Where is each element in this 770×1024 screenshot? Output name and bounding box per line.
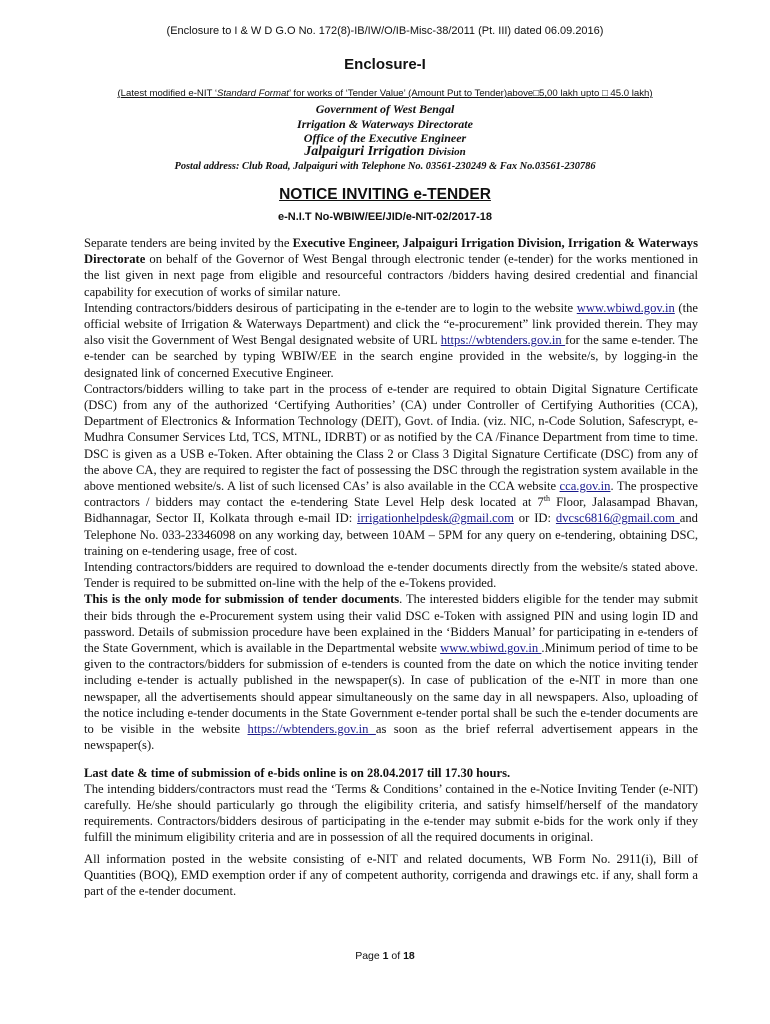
- p5-c: for submission of tender documents: [201, 592, 400, 607]
- page-total: 18: [403, 950, 415, 962]
- p2-a: Intending contractors/bidders desirous of participating in the e-tender are to login to the website: [84, 300, 577, 315]
- page-number: 1: [382, 950, 389, 962]
- deadline-text: Last date & time of submission of e-bids online is on 28.04.2017 till 17.30 hours: [84, 765, 507, 780]
- p2-c: for the same e-tender. The e-tender can be searched by typing WBIW/EE in the search engine provided in the website/s, by logging-in the designated link of concerned Executive Engineer.: [84, 333, 698, 380]
- enit-number: e-N.I.T No-WBIW/EE/JID/e-NIT-02/2017-18: [278, 211, 492, 223]
- dvcsc-email-link[interactable]: dvcsc6816@gmail.com: [555, 511, 680, 526]
- paragraph-info: All information posted in the website consisting of e-NIT and related documents, WB Form No. 2911(i), Bill of Quantities (BOQ), EMD exemption order if any of competent authority, corrigenda and drawings etc. if any, shall form a part of the e-tender document.: [84, 851, 698, 898]
- paragraph-dsc: [84, 381, 698, 559]
- office-heading: Office of the Executive Engineer: [303, 131, 467, 145]
- wbtenders-link-2[interactable]: https://wbtenders.gov.in: [247, 722, 376, 737]
- p1-c: on behalf of the Governor of West Bengal through electronic tender (e-tender) for the works mentioned in the list given in next page from eligible and resourceful contractors /bidders having desired credential and financial capability for execution of works of similar nature.: [84, 252, 698, 299]
- cca-link[interactable]: cca.gov.in: [559, 479, 611, 494]
- p5-a: This is the: [84, 592, 145, 607]
- p3-a: Contractors/bidders willing to take part in the process of e-tender are required to obtain Digital Signature Certificate (DSC) from any of the authorized ‘Certifying Authorities’ (CA) under Controller of Certifying Authorities (CCA), Department of Electronics & Information Technology (DEIT), Govt. of India. (viz. NIC, n-Code Solution, Safescrypt, e-Mudhra Consumer Services Ltd, TCS, MTNL, IDRBT) or as notified by the CA /Finance Department from time to time. DSC is given as a USB e-Token. After obtaining the Class 2 or Class 3 Digital Signature Certificate (DSC) from any of the above CA, they are required to register the fact of possessing the DSC through the registration system available in the above mentioned website/s. A list of such licensed CAs’ is also available in the CCA website: [84, 381, 698, 494]
- paragraph-download: Intending contractors/bidders are required to download the e-tender documents directly from the website/s stated above. Tender is required to be submitted on-line with the help of the e-Tokens provided.: [84, 560, 698, 591]
- latest-note-b: Standard Format: [216, 88, 289, 99]
- directorate-heading: Irrigation & Waterways Directorate: [297, 117, 473, 131]
- division-name: Jalpaiguri Irrigation: [304, 144, 425, 159]
- paragraph-intro: [84, 235, 698, 300]
- notice-body: [84, 235, 698, 899]
- p1-a: Separate tenders are being invited by the: [84, 236, 293, 250]
- enclosure-reference: (Enclosure to I & W D G.O No. 172(8)-IB/IW/O/IB-Misc-38/2011 (Pt. III) dated 06.09.2016): [166, 25, 604, 37]
- helpdesk-email-link[interactable]: irrigationhelpdesk@gmail.com: [357, 511, 514, 526]
- p3-b: . The prospective contractors / bidders may contact the e-tendering State Level Help desk located at 7: [84, 479, 698, 510]
- postal-address: Postal address: Club Road, Jalpaiguri with Telephone No. 03561-230249 & Fax No.03561-230786: [174, 161, 596, 172]
- deadline-dot: .: [506, 765, 511, 780]
- p5-f: as soon as the brief referral advertisement appears in the newspaper(s).: [84, 722, 699, 753]
- paragraph-terms: The intending bidders/contractors must read the ‘Terms & Conditions’ contained in the e-Notice Inviting Tender (e-NIT) carefully. He/she should particularly go through the eligibility criteria, and satisfy himself/herself of the mandatory requirements. Contractors/bidders desirous of participating in the e-tender may submit e-bids for the work only if they fulfill the minimum eligibility criteria and are in possession of all the required documents in original.: [84, 781, 698, 845]
- p3-e: and Telephone No. 033-23346098 on any working day, between 10AM – 5PM for any query on e-tendering, obtaining DSC, training on e-tendering usage, free of cost.: [84, 511, 698, 558]
- p5-e: .Minimum period of time to be given to the contractors/bidders for submission of e-tenders is counted from the date on which the notice inviting tender including e-tender is actually published in the newspaper(s). In case of publication of the e-NIT in more than one newspaper, all the advertisements should appear simultaneously on the same day in all newspapers. Also, uploading of the notice including e-tender documents in the State Government e-tender portal shall be such the e-tender documents are to be visible in the website: [84, 641, 698, 737]
- page-footer: [0, 950, 770, 962]
- division-heading: [0, 144, 770, 160]
- govt-heading: Government of West Bengal: [315, 102, 455, 116]
- p3-c: Floor, Jalasampad Bhavan, Bidhannagar, Sector II, Kolkata through e-mail ID:: [84, 495, 698, 526]
- wbiwd-link-2[interactable]: www.wbiwd.gov.in: [440, 641, 542, 656]
- p3-sup: th: [543, 494, 551, 504]
- paragraph-submission: [84, 591, 698, 753]
- p5-b: only mode: [144, 592, 202, 607]
- page-of-label: of: [388, 950, 404, 962]
- latest-note-a: (Latest modified e-NIT ‘: [117, 88, 217, 99]
- wbiwd-link[interactable]: www.wbiwd.gov.in: [576, 300, 675, 315]
- deadline-heading: [84, 765, 698, 781]
- p3-d: or ID:: [513, 511, 556, 526]
- enclosure-title: Enclosure-I: [344, 56, 426, 73]
- notice-title: NOTICE INVITING e-TENDER: [279, 186, 491, 203]
- latest-note-c: ’ for works of ‘Tender Value’ (Amount Put to Tender)above□5,00 lakh upto □ 45.0 lakh): [288, 88, 653, 99]
- p1-b: Executive Engineer, Jalpaiguri Irrigation Division, Irrigation & Waterways Directorate: [84, 236, 698, 267]
- paragraph-login: [84, 300, 698, 381]
- latest-format-note: [0, 88, 770, 99]
- page-label: Page: [355, 950, 383, 962]
- division-word: Division: [427, 146, 466, 158]
- p2-b: (the official website of Irrigation & Waterways Department) and click the “e-procurement” link provided therein. They may also visit the Government of West Bengal designated website of URL: [84, 300, 698, 348]
- p5-d: . The interested bidders eligible for the tender may submit their bids through the e-Procurement system using their valid DSC e-Token with assigned PIN and using login ID and password. Details of submission procedure have been explained in the ‘Bidders Manual’ for participating in e-tenders of the State Government, which is available in the Departmental website: [84, 592, 698, 656]
- wbtenders-link[interactable]: https://wbtenders.gov.in: [440, 333, 566, 348]
